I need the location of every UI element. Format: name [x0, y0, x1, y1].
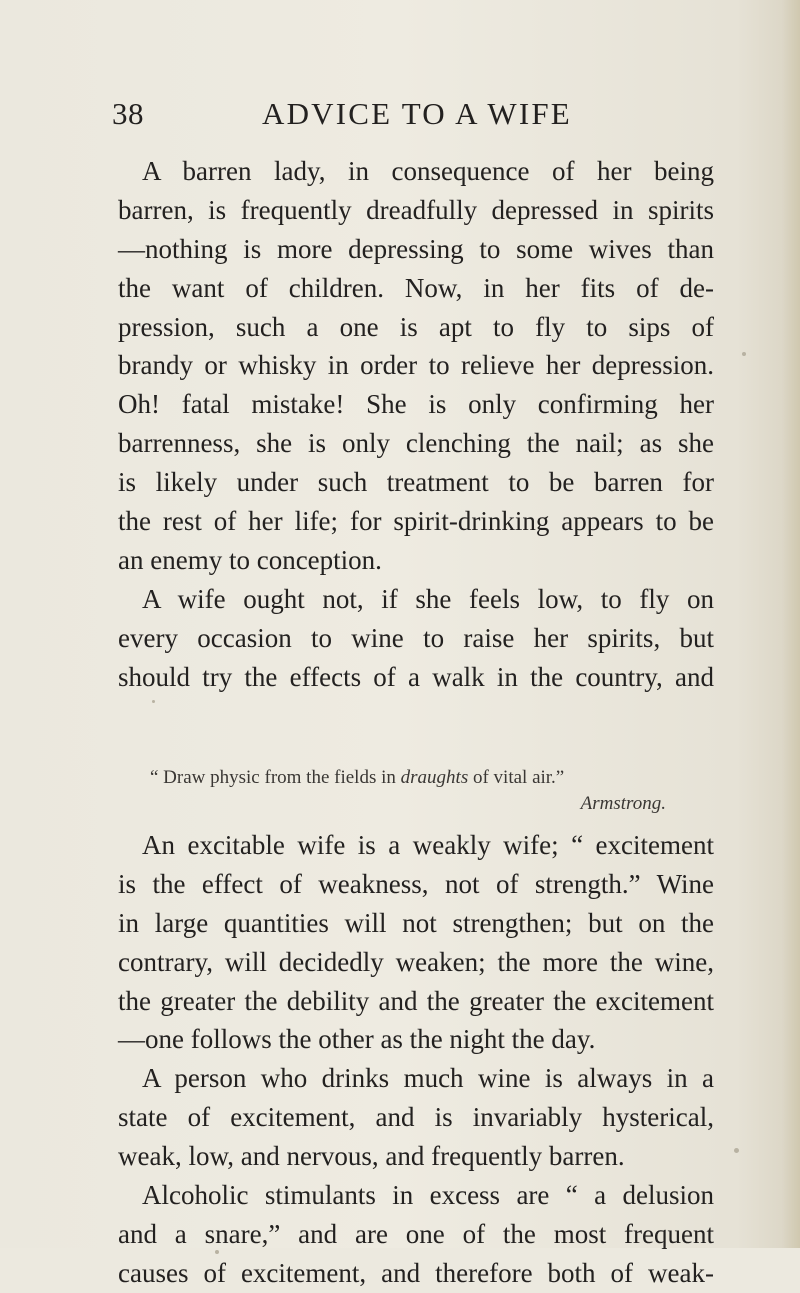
body-text-bottom [118, 826, 714, 1293]
page-number: 38 [112, 96, 144, 131]
quote-text [150, 765, 690, 791]
quote-attribution: Armstrong. [580, 793, 666, 814]
text-line: A wife ought not, if she feels low, to fly on [142, 583, 714, 614]
text-line: the want of children. Now, in her fits of de- [118, 272, 714, 303]
page-edge-shadow [782, 0, 800, 1248]
text-line: should try the effects of a walk in the country, and [118, 661, 714, 692]
text-line: brandy or whisky in order to relieve her depression. [118, 350, 714, 381]
text-line: —nothing is more depressing to some wives than [118, 233, 714, 264]
text-line: A barren lady, in consequence of her being [142, 156, 714, 186]
quote-text-italic: draughts [400, 767, 469, 788]
text-line: A person who drinks much wine is always in a [142, 1063, 714, 1094]
text-line: pression, such a one is apt to fly to sips of [118, 311, 714, 342]
block-quote [150, 765, 690, 817]
text-line: the greater the debility and the greater the excitement [118, 985, 714, 1016]
text-line: contrary, will decidedly weaken; the more the wine, [118, 946, 714, 977]
text-line: Alcoholic stimulants in excess are “ a delusion [142, 1180, 714, 1211]
text-line: state of excitement, and is invariably hysterical, [118, 1102, 714, 1133]
quote-text-after: of vital air.” [468, 767, 565, 788]
text-line: barrenness, she is only clenching the nail; as she [118, 428, 714, 459]
running-head: ADVICE TO A WIFE [262, 96, 572, 131]
quote-text-before: “ Draw physic from the fields in [150, 767, 401, 788]
text-line: weak, low, and nervous, and frequently barren. [118, 1141, 625, 1172]
text-line: in large quantities will not strengthen; but on the [118, 907, 714, 938]
page-header [0, 96, 800, 136]
body-text-top [118, 152, 714, 696]
text-line: An excitable wife is a weakly wife; “ excitement [142, 830, 714, 860]
paper-speck [215, 1250, 219, 1254]
paper-speck [734, 1148, 739, 1153]
paper-speck [152, 700, 155, 703]
text-line: the rest of her life; for spirit-drinking appears to be [118, 506, 714, 537]
text-line: —one follows the other as the night the day. [118, 1024, 596, 1055]
text-line: and a snare,” and are one of the most frequent [118, 1218, 714, 1249]
text-line: an enemy to conception. [118, 544, 382, 575]
paper-speck [742, 352, 746, 356]
text-line: Oh! fatal mistake! She is only confirming her [118, 389, 714, 420]
text-line: is likely under such treatment to be barren for [118, 467, 714, 498]
text-line: barren, is frequently dreadfully depressed in spirits [118, 194, 714, 225]
text-line: every occasion to wine to raise her spirits, but [118, 622, 714, 653]
text-line: causes of excitement, and therefore both of weak- [118, 1257, 714, 1288]
text-line: is the effect of weakness, not of strength.” Wine [118, 868, 714, 899]
